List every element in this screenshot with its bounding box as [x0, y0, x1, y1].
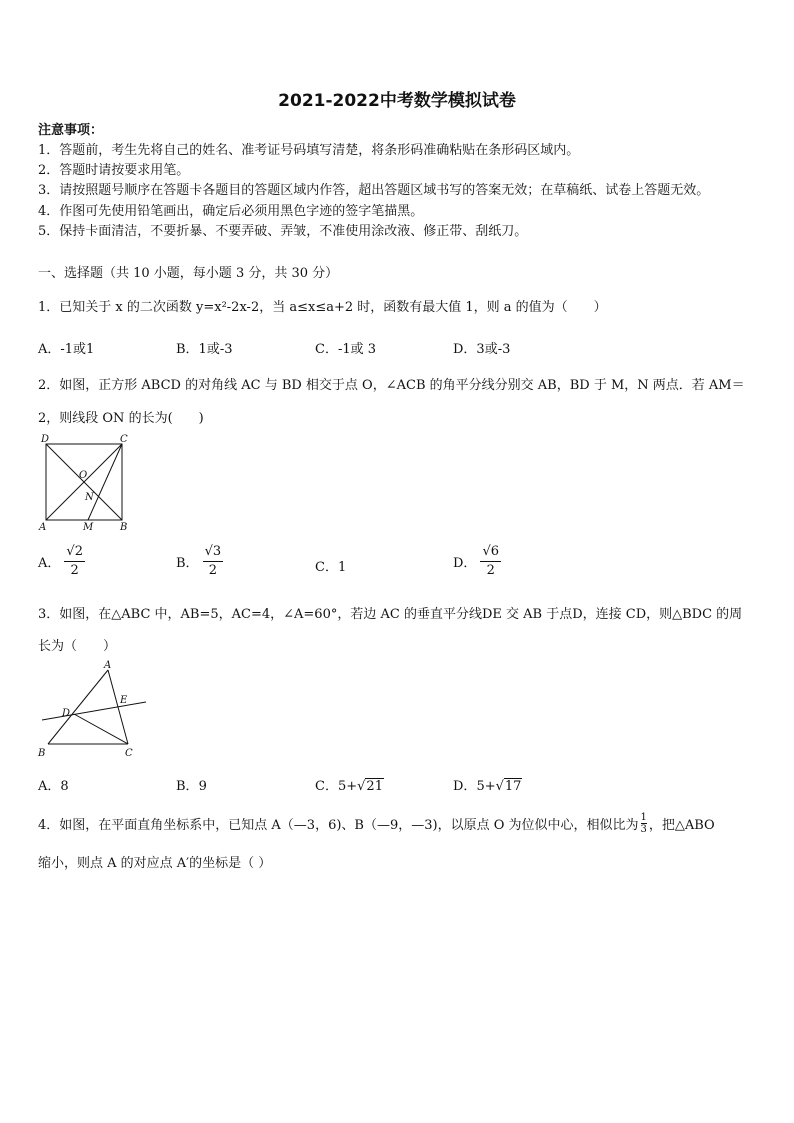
- q3-option-b[interactable]: [176, 775, 207, 794]
- page-title: 2021-2022中考数学模拟试卷: [278, 91, 516, 111]
- square-root: √21: [357, 779, 383, 794]
- label-d: D: [41, 434, 50, 445]
- q1-option-b[interactable]: B．1或-3: [176, 342, 233, 357]
- label-n: N: [85, 492, 94, 503]
- option-value: 8: [60, 779, 69, 794]
- fraction: $\frac{√3}{2}$: [204, 544, 222, 578]
- section-heading: 一、选择题（共 10 小题，每小题 3 分，共 30 分）: [38, 266, 339, 281]
- option-letter: B．: [176, 556, 199, 571]
- label-m: M: [83, 522, 94, 532]
- q4-text-a: 4．如图，在平面直角坐标系中，已知点 A（—3，6)、B（—9，—3)，以原点 O 为位似中心，相似比为: [38, 818, 639, 833]
- label-e: E: [120, 695, 128, 706]
- notice-item-1: 1．答题前，考生先将自己的姓名、准考证号码填写清楚，将条形码准确粘贴在条形码区域内。: [38, 143, 580, 158]
- label-c: C: [120, 434, 128, 445]
- question-1-text: 1．已知关于 x 的二次函数 y=x²-2x-2，当 a≤x≤a+2 时，函数有最大值 1，则 a 的值为（ ）: [38, 300, 607, 315]
- option-letter: C．: [315, 779, 338, 794]
- notice-item-4: 4．作图可先使用铅笔画出，确定后必须用黑色字迹的签字笔描黑。: [38, 204, 424, 219]
- q1-option-a[interactable]: A．-1或1: [38, 342, 95, 357]
- option-prefix: 5+: [476, 779, 496, 794]
- q3-option-c[interactable]: [315, 775, 384, 794]
- q4-text-b: ，把△ABO: [648, 818, 715, 833]
- label-o: O: [79, 470, 88, 481]
- fraction: $\frac{√2}{2}$: [66, 544, 83, 578]
- fraction: $\frac{√6}{2}$: [482, 544, 500, 578]
- label-b: B: [38, 748, 46, 759]
- option-letter: D．: [453, 779, 477, 794]
- square-diagram: [36, 432, 136, 532]
- option-letter: A．: [38, 556, 61, 571]
- label-b: B: [120, 522, 128, 532]
- option-letter: A．: [38, 779, 61, 794]
- option-letter: D．: [453, 556, 477, 571]
- option-letter: B．: [176, 779, 199, 794]
- label-c: C: [125, 748, 133, 759]
- q1-option-d[interactable]: D．3或-3: [453, 342, 511, 357]
- question-2-line-2: 2，则线段 ON 的长为( ): [38, 411, 204, 426]
- question-3-line-1: 3．如图，在△ABC 中，AB=5，AC=4，∠A=60°，若边 AC 的垂直平分线DE 交 AB 于点D，连接 CD，则△BDC 的周: [38, 607, 743, 622]
- q2-option-c[interactable]: [315, 556, 346, 575]
- option-prefix: 5+: [337, 779, 358, 794]
- notice-heading: 注意事项：: [38, 123, 104, 138]
- question-3-line-2: 长为（ ）: [38, 639, 117, 654]
- label-a: A: [104, 660, 112, 671]
- option-letter: C．: [315, 560, 338, 575]
- q2-option-a[interactable]: [38, 543, 85, 580]
- q3-option-a[interactable]: [38, 775, 69, 794]
- ratio-fraction: $\frac{1}{3}$: [640, 812, 647, 835]
- notice-item-3: 3．请按照题号顺序在答题卡各题目的答题区域内作答，超出答题区域书写的答案无效；在草稿纸、试卷上答题无效。: [38, 183, 710, 198]
- triangle-diagram: [34, 658, 150, 760]
- q2-option-d[interactable]: [453, 543, 501, 580]
- q2-option-b[interactable]: [176, 543, 223, 580]
- q3-option-d[interactable]: [453, 775, 522, 794]
- q1-option-c[interactable]: C．-1或 3: [315, 342, 377, 357]
- question-2-line-1: 2．如图，正方形 ABCD 的对角线 AC 与 BD 相交于点 O，∠ACB 的角平分线分别交 AB，BD 于 M，N 两点．若 AM＝: [38, 378, 745, 393]
- notice-item-2: 2．答题时请按要求用笔。: [38, 163, 190, 178]
- label-a: A: [39, 522, 47, 532]
- option-value: 1: [337, 560, 347, 575]
- question-4-line-2: 缩小，则点 A 的对应点 A′的坐标是（ ）: [38, 856, 272, 871]
- notice-item-5: 5．保持卡面清洁，不要折暴、不要弄破、弄皱，不准使用涂改液、修正带、刮纸刀。: [38, 224, 528, 239]
- question-4-line-1: [38, 812, 715, 835]
- option-value: 9: [198, 779, 207, 794]
- label-d: D: [62, 708, 71, 719]
- square-root: √17: [495, 779, 522, 794]
